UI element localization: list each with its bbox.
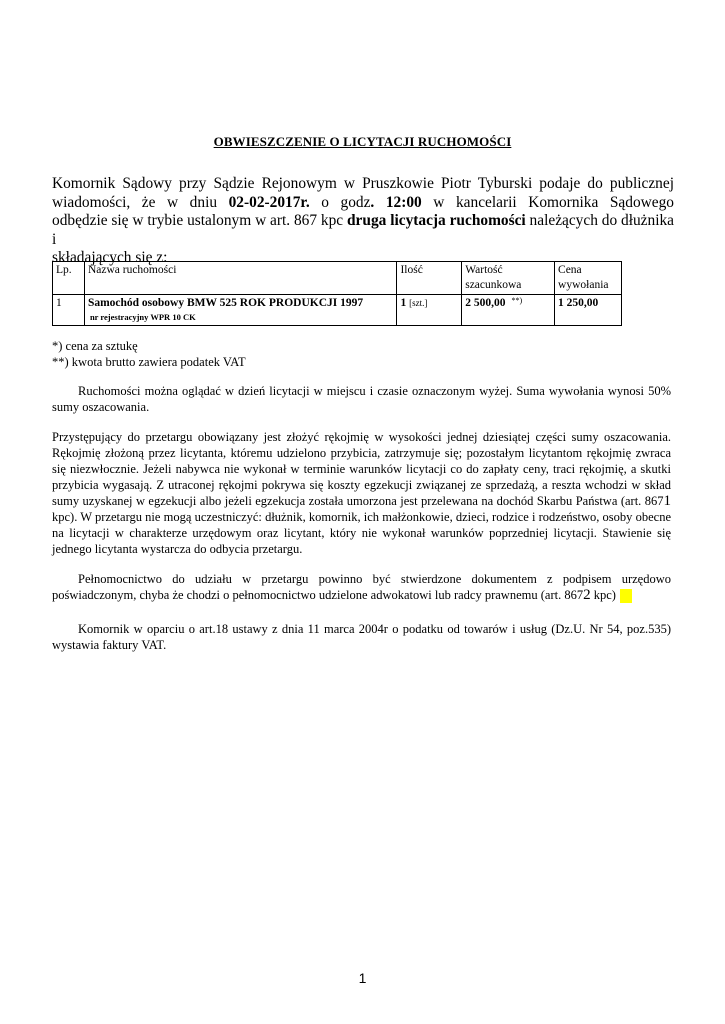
footnote-1: *) cena za sztukę xyxy=(52,339,138,353)
item-qty: 1 xyxy=(400,297,407,309)
item-value-note: **) xyxy=(511,296,523,305)
auction-type: druga licytacja ruchomości xyxy=(347,212,526,229)
header-value-line2: szacunkowa xyxy=(465,279,522,291)
paragraph-viewing: Ruchomości można oglądać w dzień licytacji w miejscu i czasie oznaczonym wyżej. Suma wywołania wynosi 50% sumy oszacowania. xyxy=(52,384,671,414)
footnote-2: **) kwota brutto zawiera podatek VAT xyxy=(52,355,246,369)
intro-line-1: Komornik Sądowy przy Sądzie Rejonowym w Pruszkowie Piotr Tyburski podaje do publicznej xyxy=(52,175,674,192)
header-price-line1: Cena xyxy=(558,264,582,276)
intro-paragraph xyxy=(52,175,674,268)
cell-name xyxy=(84,295,397,326)
proxy-text: Pełnomocnictwo do udziału w przetargu powinno być stwierdzone dokumentem z podpisem urzędowo poświadczonym, chyba że chodzi o pełnomocnictwo udzielone adwokatowi lub radcy prawnemu (art. 867 xyxy=(52,572,671,602)
item-registration: nr rejestracyjny WPR 10 CK xyxy=(89,312,196,322)
deposit-text: kpc). W przetargu nie mogą uczestniczyć: dłużnik, komornik, ich małżonkowie, dzieci, rodzice i rodzeństwo, osoby obecne na licytacji w charakterze urzędowym oraz licytant, który nie wykonał warunków poprzedniej licytacji. Stawienie się jednego licytanta wystarcza do odbycia przetargu. xyxy=(52,510,671,556)
items-table xyxy=(52,261,622,326)
cell-price xyxy=(555,295,622,326)
intro-text: odbędzie się w trybie ustalonym w art. 867 kpc xyxy=(52,212,347,229)
document-title: OBWIESZCZENIE O LICYTACJI RUCHOMOŚCI xyxy=(213,134,512,149)
cell-qty xyxy=(397,295,462,326)
highlight-mark xyxy=(620,589,632,603)
paragraph-proxy xyxy=(52,571,671,603)
cell-value xyxy=(462,295,555,326)
header-value xyxy=(462,262,555,295)
item-qty-unit: [szt.] xyxy=(409,298,428,308)
header-name: Nazwa ruchomości xyxy=(84,262,397,295)
superscript-1: 1 xyxy=(663,493,671,509)
deposit-text: Przystępujący do przetargu obowiązany jest złożyć rękojmię w wysokości jednej dziesiątej części sumy oszacowania. Rękojmię złożoną przez licytanta, któremu udzielono przybicia, zatrzymuje się; pozostałym licytantom rękojmię zwraca się niezwłocznie. Jeżeli nabywca nie wykonał w terminie warunków licytacji co do zapłaty ceny, traci rękojmię, a skutki przybicia wygasają. Z utraconej rękojmi pokrywa się koszty egzekucji związanej ze sprzedażą, a reszta wchodzi w skład sumy uzyskanej w egzekucji albo jeżeli egzekucja została umorzona jest przelewana na dochód Skarbu Państwa (art. 867 xyxy=(52,430,671,508)
header-lp: Lp. xyxy=(53,262,85,295)
footnotes xyxy=(52,338,246,370)
item-price: 1 250,00 xyxy=(558,297,599,309)
header-qty: Ilość xyxy=(397,262,462,295)
header-price xyxy=(555,262,622,295)
superscript-2: 2 xyxy=(583,587,591,603)
intro-line-4: składających się z: xyxy=(52,249,168,266)
intro-text: o godz xyxy=(309,193,371,211)
table-row xyxy=(53,295,622,326)
paragraph-vat: Komornik w oparciu o art.18 ustawy z dnia 11 marca 2004r o podatku od towarów i usług (Dz.U. Nr 54, poz.535) wystawia faktury VAT. xyxy=(52,622,671,652)
cell-lp: 1 xyxy=(53,295,85,326)
page-number: 1 xyxy=(358,970,367,986)
intro-text: należących do dłużnika i xyxy=(52,212,675,248)
paragraph-deposit xyxy=(52,429,671,557)
intro-text: w kancelarii Komornika Sądowego xyxy=(421,193,674,211)
intro-line-2 xyxy=(52,194,674,213)
item-name: Samochód osobowy BMW 525 ROK PRODUKCJI 1997 xyxy=(87,297,364,309)
proxy-text: kpc) xyxy=(590,588,616,602)
auction-time: . 12:00 xyxy=(370,193,422,211)
table-header-row xyxy=(53,262,622,295)
intro-line-3 xyxy=(52,212,674,249)
item-value: 2 500,00 xyxy=(465,297,506,309)
intro-text: wiadomości, że w dniu xyxy=(52,193,229,211)
auction-date: 02-02-2017r. xyxy=(228,193,310,211)
header-price-line2: wywołania xyxy=(558,279,609,291)
header-value-line1: Wartość xyxy=(465,264,503,276)
